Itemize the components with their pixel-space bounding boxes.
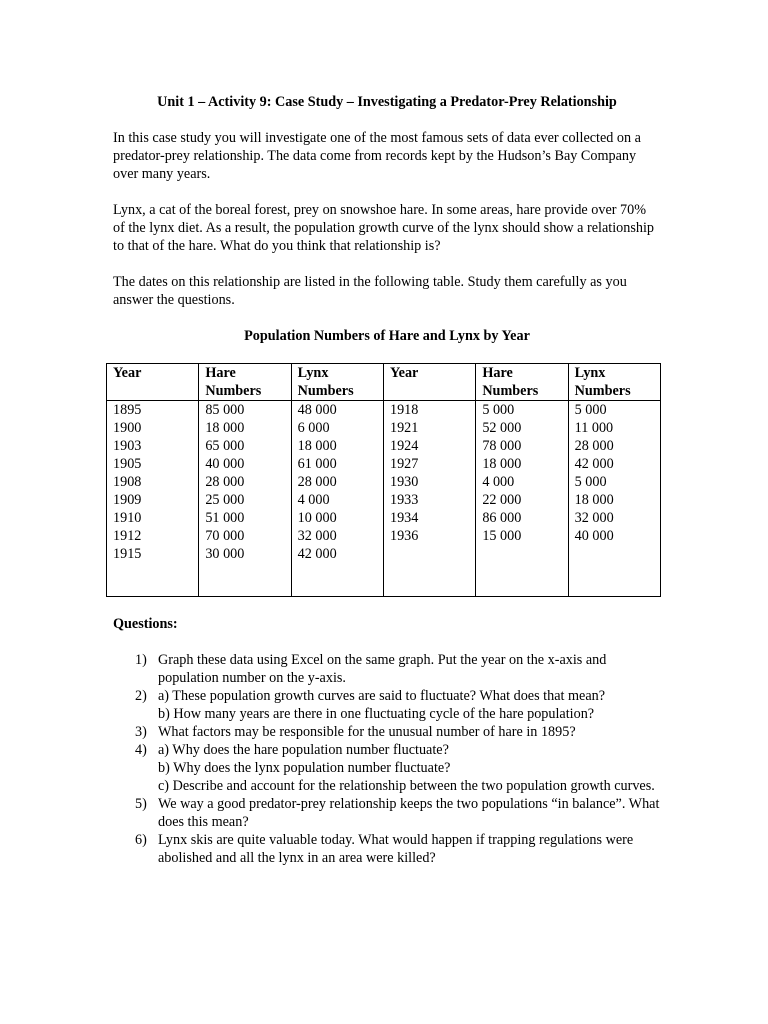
table-cell-value: 10 000 (297, 510, 337, 526)
table-column-cell (107, 401, 199, 597)
table-header-cell (476, 364, 568, 401)
table-header-cell (291, 364, 383, 401)
question-number: 2) (135, 688, 147, 704)
table-cell-value: 1933 (389, 492, 419, 508)
table-column-cell (199, 401, 291, 597)
questions-heading: Questions: (113, 616, 178, 632)
table-cell-value: 32 000 (574, 510, 614, 526)
question-item (113, 687, 661, 723)
table-intro-paragraph: The dates on this relationship are listed in the following table. Study them carefully as you answer the questions. (113, 274, 627, 308)
table-cell-value: 4 000 (482, 474, 515, 490)
table-cell-value: 78 000 (482, 438, 522, 454)
table-cell-value: 65 000 (205, 438, 245, 454)
table-cell-value: 18 000 (482, 456, 522, 472)
table-cell-value: 28 000 (574, 438, 614, 454)
table-header-text: Lynx (574, 365, 606, 381)
table-cell-value: 11 000 (574, 420, 614, 436)
table-column-cell (476, 401, 568, 597)
table-header-cell (383, 364, 475, 401)
lynx-paragraph: Lynx, a cat of the boreal forest, prey on snowshoe hare. In some areas, hare provide over 70% of the lynx diet. As a result, the population growth curve of the lynx should show a relationship to that of the hare. What do you think that relationship is? (113, 202, 655, 254)
table-cell-value: 1895 (113, 402, 142, 418)
table-cell-value: 86 000 (482, 510, 522, 526)
question-text: b) Why does the lynx population number fluctuate? (158, 760, 451, 776)
table-header-cell (568, 364, 660, 401)
table-header-text: Hare (482, 365, 513, 381)
question-list (113, 651, 661, 867)
table-header-text: Numbers (574, 383, 631, 399)
table-header-text: Year (389, 365, 419, 381)
question-item (113, 651, 661, 687)
table-cell-value: 42 000 (574, 456, 614, 472)
question-item (113, 723, 661, 741)
table-header-text: Lynx (297, 365, 329, 381)
table-cell-value: 40 000 (574, 528, 614, 544)
table-cell-value: 1903 (113, 438, 142, 454)
table-cell-value: 30 000 (205, 546, 245, 562)
table-header-cell (107, 364, 199, 401)
question-text: b) How many years are there in one fluctuating cycle of the hare population? (158, 706, 595, 722)
population-table (106, 363, 661, 597)
table-cell-value: 28 000 (297, 474, 337, 490)
table-cell-value: 5 000 (482, 402, 515, 418)
table-header-cell (199, 364, 291, 401)
table-header-row (107, 364, 661, 401)
question-item (113, 741, 661, 795)
table-cell-value: 1921 (389, 420, 419, 436)
table-title: Population Numbers of Hare and Lynx by Year (244, 328, 530, 344)
question-number: 5) (135, 796, 147, 812)
table-header-text: Year (113, 365, 142, 381)
table-cell-value: 15 000 (482, 528, 522, 544)
table-header-text: Hare (205, 365, 236, 381)
question-text: Lynx skis are quite valuable today. What would happen if trapping regulations were abolished and all the lynx in an area were killed? (158, 832, 634, 866)
table-header-text: Numbers (482, 383, 539, 399)
question-item (113, 795, 661, 831)
table-cell-value: 6 000 (297, 420, 330, 436)
table-cell-value: 28 000 (205, 474, 245, 490)
table-cell-value: 32 000 (297, 528, 337, 544)
table-cell-value: 1912 (113, 528, 142, 544)
table-header-text: Numbers (297, 383, 354, 399)
table-cell-value: 52 000 (482, 420, 522, 436)
question-text: Graph these data using Excel on the same graph. Put the year on the x-axis and population number on the y-axis. (158, 652, 607, 686)
page-title: Unit 1 – Activity 9: Case Study – Investigating a Predator-Prey Relationship (157, 94, 617, 110)
question-number: 3) (135, 724, 147, 740)
table-cell-value: 18 000 (205, 420, 245, 436)
table-cell-value: 1934 (389, 510, 419, 526)
table-cell-value: 1910 (113, 510, 142, 526)
document-page (113, 93, 661, 867)
table-cell-value: 48 000 (297, 402, 337, 418)
table-cell-value: 1909 (113, 492, 142, 508)
table-cell-value: 25 000 (205, 492, 245, 508)
table-cell-value: 40 000 (205, 456, 245, 472)
intro-paragraph: In this case study you will investigate one of the most famous sets of data ever collected on a predator-prey relationship. The data come from records kept by the Hudson’s Bay Company over many years. (113, 130, 641, 182)
table-row (107, 401, 661, 597)
question-text: We way a good predator-prey relationship keeps the two populations “in balance”. What does this mean? (158, 796, 660, 830)
table-cell-value: 1924 (389, 438, 419, 454)
question-number: 4) (135, 742, 147, 758)
table-column-cell (568, 401, 660, 597)
table-cell-value: 5 000 (574, 402, 607, 418)
table-header-text: Numbers (205, 383, 262, 399)
question-text: a) These population growth curves are said to fluctuate? What does that mean? (158, 688, 606, 704)
table-cell-value: 1927 (389, 456, 419, 472)
question-text: a) Why does the hare population number fluctuate? (158, 742, 449, 758)
question-text: What factors may be responsible for the unusual number of hare in 1895? (158, 724, 576, 740)
question-number: 1) (135, 652, 147, 668)
table-cell-value: 61 000 (297, 456, 337, 472)
table-cell-value: 70 000 (205, 528, 245, 544)
table-cell-value: 1936 (389, 528, 419, 544)
table-cell-value: 18 000 (574, 492, 614, 508)
table-cell-value: 5 000 (574, 474, 607, 490)
question-number: 6) (135, 832, 147, 848)
table-cell-value: 1905 (113, 456, 142, 472)
table-cell-value: 1915 (113, 546, 142, 562)
table-cell-value: 22 000 (482, 492, 522, 508)
table-column-cell (291, 401, 383, 597)
table-cell-value: 18 000 (297, 438, 337, 454)
question-item (113, 831, 661, 867)
table-cell-value: 1918 (389, 402, 419, 418)
table-cell-value: 42 000 (297, 546, 337, 562)
table-column-cell (383, 401, 475, 597)
table-cell-value: 51 000 (205, 510, 245, 526)
table-cell-value: 1930 (389, 474, 419, 490)
table-cell-value: 1900 (113, 420, 142, 436)
table-cell-value: 85 000 (205, 402, 245, 418)
table-cell-value: 1908 (113, 474, 142, 490)
question-text: c) Describe and account for the relationship between the two population growth curves. (158, 778, 655, 794)
table-cell-value: 4 000 (297, 492, 330, 508)
